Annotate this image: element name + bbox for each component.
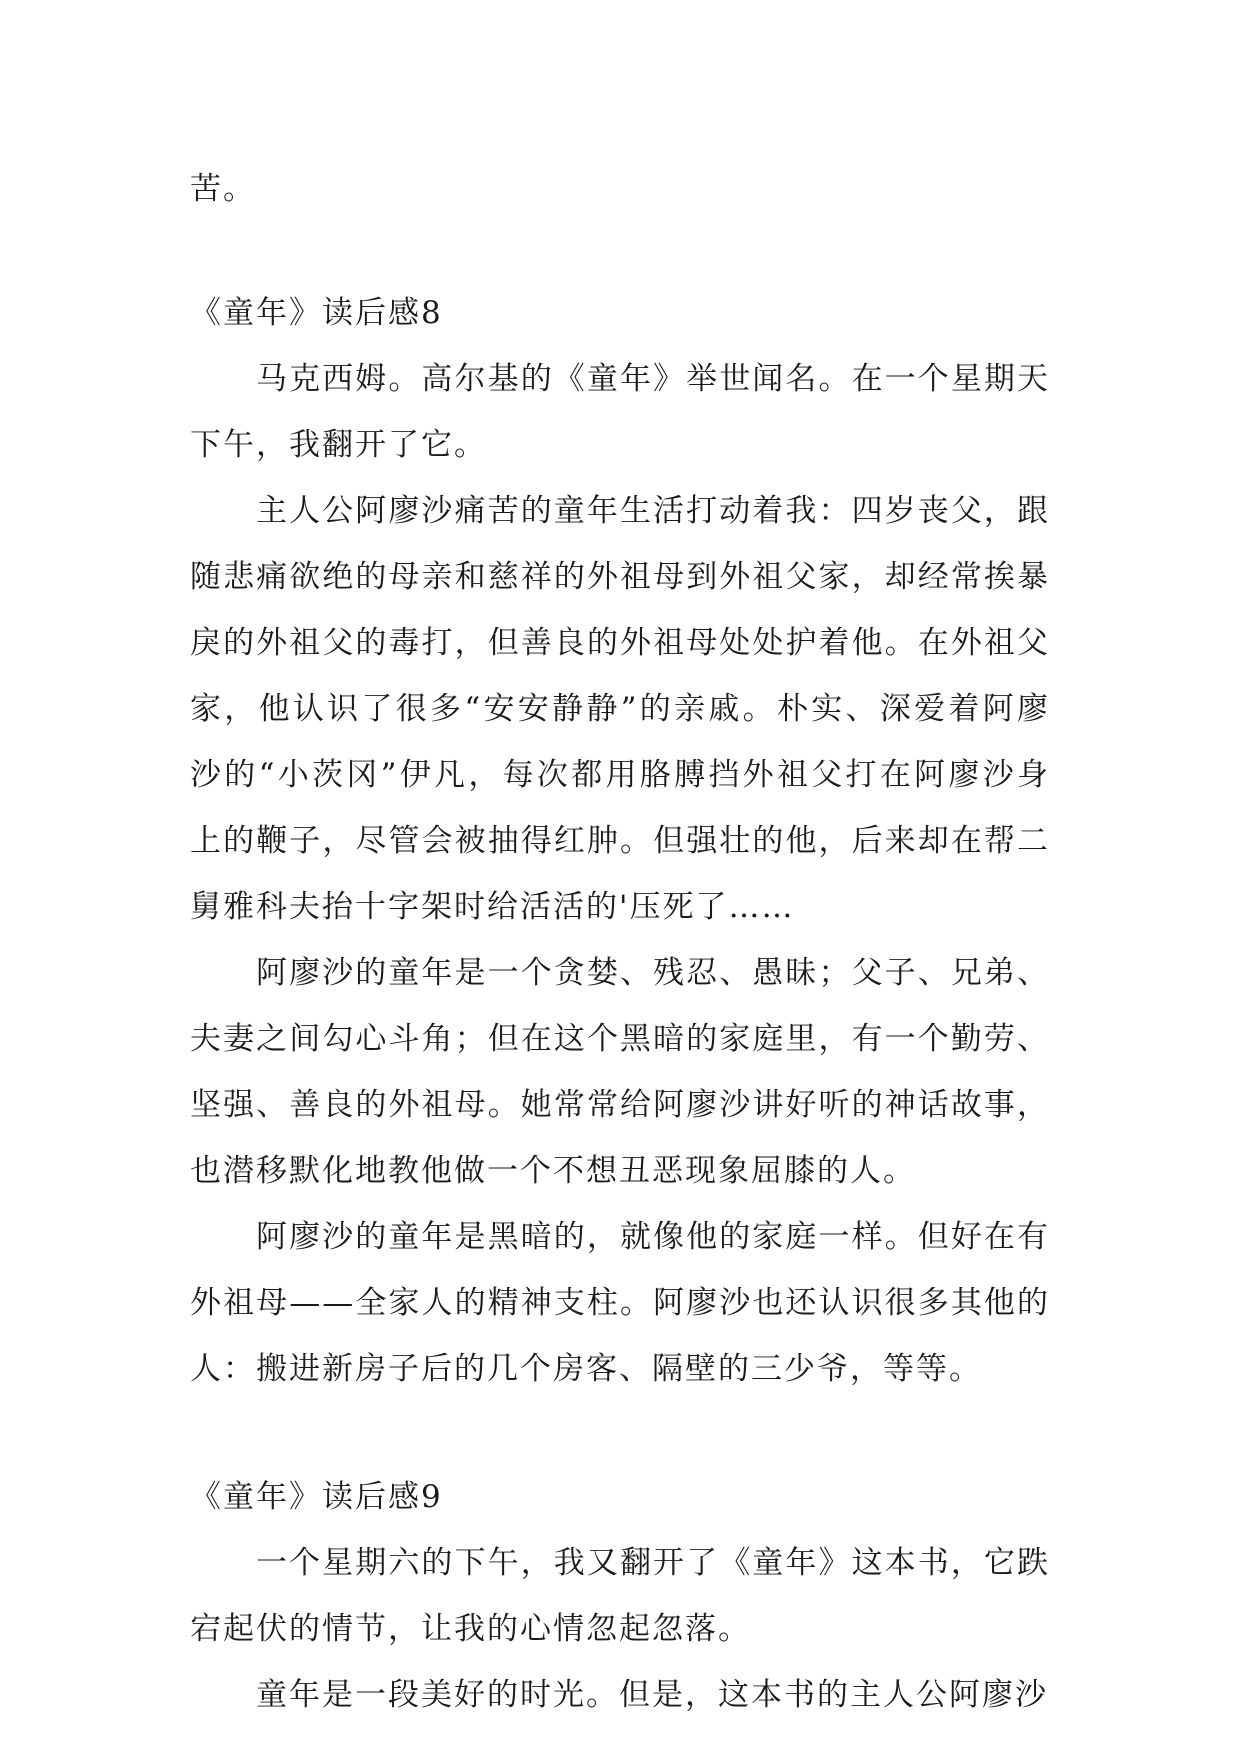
section-gap	[190, 1402, 1050, 1464]
document-body	[190, 156, 1050, 1728]
previous-section-fragment: 苦。	[190, 171, 256, 207]
section-9	[190, 1464, 1050, 1728]
section-8-paragraph-1: 马克西姆。高尔基的《童年》举世闻名。在一个星期天下午，我翻开了它。	[190, 361, 1050, 463]
section-8-heading: 《童年》读后感8	[190, 295, 443, 331]
section-9-heading: 《童年》读后感9	[190, 1479, 443, 1515]
section-gap	[190, 222, 1050, 280]
section-8-paragraph-2: 主人公阿廖沙痛苦的童年生活打动着我：四岁丧父，跟随悲痛欲绝的母亲和慈祥的外祖母到外祖父家，却经常挨暴戾的外祖父的毒打，但善良的外祖母处处护着他。在外祖父家，他认识了很多“安安静静”的亲戚。朴实、深爱着阿廖沙的“小茨冈”伊凡，每次都用胳膊挡外祖父打在阿廖沙身上的鞭子，尽管会被抽得红肿。但强壮的他，后来却在帮二舅雅科夫抬十字架时给活活的'压死了……	[190, 493, 1050, 925]
section-9-paragraph-1: 一个星期六的下午，我又翻开了《童年》这本书，它跌宕起伏的情节，让我的心情忽起忽落。	[190, 1545, 1050, 1647]
section-9-paragraph-2: 童年是一段美好的时光。但是，这本书的主人公阿廖沙	[256, 1677, 1048, 1713]
section-8-paragraph-4: 阿廖沙的童年是黑暗的，就像他的家庭一样。但好在有外祖母——全家人的精神支柱。阿廖沙也还认识很多其他的人：搬进新房子后的几个房客、隔壁的三少爷，等等。	[190, 1219, 1050, 1387]
section-8	[190, 280, 1050, 1402]
section-8-paragraph-3: 阿廖沙的童年是一个贪婪、残忍、愚昧；父子、兄弟、夫妻之间勾心斗角；但在这个黑暗的家庭里，有一个勤劳、坚强、善良的外祖母。她常常给阿廖沙讲好听的神话故事，也潜移默化地教他做一个不想丑恶现象屈膝的人。	[190, 955, 1050, 1189]
